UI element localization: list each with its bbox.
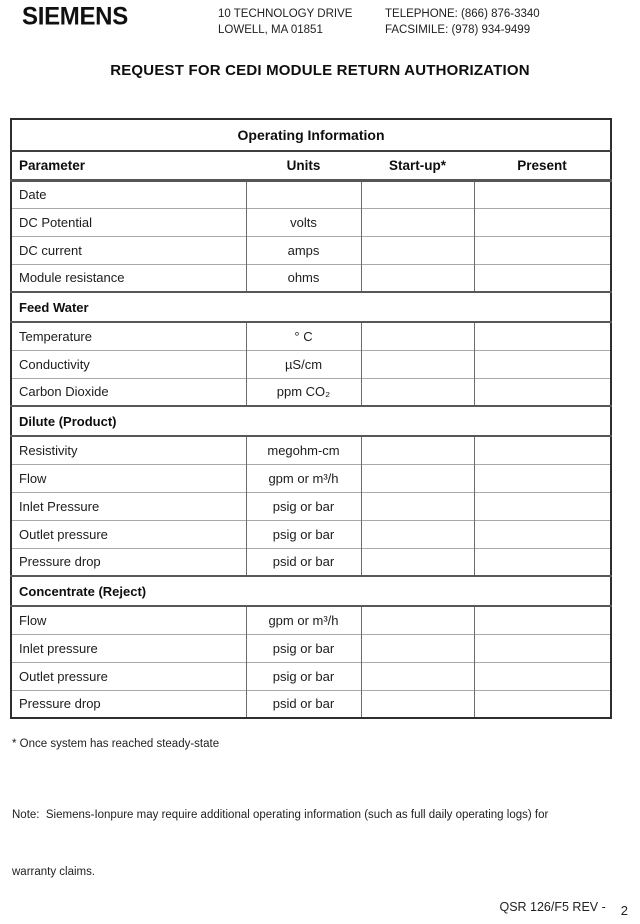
operating-information-table (10, 118, 612, 719)
units-cell: psig or bar (246, 634, 361, 662)
table-row (11, 548, 611, 576)
present-input-cell[interactable] (474, 520, 611, 548)
address-line-2: LOWELL, MA 01851 (218, 24, 323, 36)
table-row (11, 662, 611, 690)
startup-input-cell[interactable] (361, 634, 474, 662)
parameter-cell: Carbon Dioxide (11, 378, 246, 406)
table-row (11, 690, 611, 718)
parameter-cell: Outlet pressure (11, 662, 246, 690)
present-input-cell[interactable] (474, 634, 611, 662)
startup-input-cell[interactable] (361, 264, 474, 292)
units-cell: psig or bar (246, 520, 361, 548)
rev-number: 2 (620, 903, 628, 918)
telephone-line: TELEPHONE: (866) 876-3340 (385, 8, 540, 20)
parameter-cell: Module resistance (11, 264, 246, 292)
startup-input-cell[interactable] (361, 606, 474, 634)
parameter-cell: Date (11, 180, 246, 208)
startup-input-cell[interactable] (361, 208, 474, 236)
table-row (11, 236, 611, 264)
table-row (11, 436, 611, 464)
startup-input-cell[interactable] (361, 378, 474, 406)
table-row (11, 606, 611, 634)
present-input-cell[interactable] (474, 236, 611, 264)
parameter-cell: Flow (11, 464, 246, 492)
units-cell: gpm or m³/h (246, 464, 361, 492)
present-input-cell[interactable] (474, 264, 611, 292)
section-label: Concentrate (Reject) (11, 576, 611, 606)
present-input-cell[interactable] (474, 208, 611, 236)
startup-input-cell[interactable] (361, 548, 474, 576)
section-row (11, 292, 611, 322)
startup-input-cell[interactable] (361, 322, 474, 350)
table-caption: Operating Information (11, 119, 611, 151)
col-header-present: Present (474, 151, 611, 180)
units-cell: amps (246, 236, 361, 264)
present-input-cell[interactable] (474, 180, 611, 208)
parameter-cell: DC Potential (11, 208, 246, 236)
section-label: Dilute (Product) (11, 406, 611, 436)
parameter-cell: Temperature (11, 322, 246, 350)
warranty-note-line2: warranty claims. (12, 866, 96, 878)
units-cell: ° C (246, 322, 361, 350)
units-cell: ppm CO₂ (246, 378, 361, 406)
table-row (11, 350, 611, 378)
present-input-cell[interactable] (474, 662, 611, 690)
units-cell: megohm-cm (246, 436, 361, 464)
document-footer (499, 900, 628, 918)
units-cell: volts (246, 208, 361, 236)
present-input-cell[interactable] (474, 492, 611, 520)
present-input-cell[interactable] (474, 322, 611, 350)
facsimile-line: FACSIMILE: (978) 934-9499 (385, 24, 531, 36)
startup-input-cell[interactable] (361, 662, 474, 690)
table-row (11, 264, 611, 292)
table-header-row (11, 151, 611, 180)
table-row (11, 520, 611, 548)
units-cell: ohms (246, 264, 361, 292)
col-header-parameter: Parameter (11, 151, 246, 180)
table-row (11, 634, 611, 662)
units-cell: psig or bar (246, 492, 361, 520)
table-row (11, 464, 611, 492)
startup-input-cell[interactable] (361, 236, 474, 264)
parameter-cell: Flow (11, 606, 246, 634)
company-phone (385, 6, 540, 38)
units-cell: psid or bar (246, 690, 361, 718)
present-input-cell[interactable] (474, 690, 611, 718)
warranty-note (12, 768, 634, 920)
doc-number: QSR 126/F5 REV - (499, 900, 606, 914)
parameter-cell: Pressure drop (11, 690, 246, 718)
col-header-startup: Start-up* (361, 151, 474, 180)
parameter-cell: Inlet Pressure (11, 492, 246, 520)
startup-input-cell[interactable] (361, 520, 474, 548)
parameter-cell: Conductivity (11, 350, 246, 378)
present-input-cell[interactable] (474, 548, 611, 576)
startup-input-cell[interactable] (361, 690, 474, 718)
startup-input-cell[interactable] (361, 464, 474, 492)
present-input-cell[interactable] (474, 606, 611, 634)
company-address (218, 6, 352, 38)
present-input-cell[interactable] (474, 378, 611, 406)
table-row (11, 208, 611, 236)
section-row (11, 576, 611, 606)
table-row (11, 322, 611, 350)
address-line-1: 10 TECHNOLOGY DRIVE (218, 8, 353, 20)
table-row (11, 378, 611, 406)
table-row (11, 492, 611, 520)
units-cell: psid or bar (246, 548, 361, 576)
section-row (11, 406, 611, 436)
units-cell: µS/cm (246, 350, 361, 378)
units-cell: psig or bar (246, 662, 361, 690)
present-input-cell[interactable] (474, 350, 611, 378)
steady-state-footnote: * Once system has reached steady-state (12, 738, 220, 750)
col-header-units: Units (246, 151, 361, 180)
present-input-cell[interactable] (474, 436, 611, 464)
units-cell: gpm or m³/h (246, 606, 361, 634)
startup-input-cell[interactable] (361, 492, 474, 520)
present-input-cell[interactable] (474, 464, 611, 492)
siemens-logo: SIEMENS (22, 2, 128, 31)
table-caption-row (11, 119, 611, 151)
startup-input-cell[interactable] (361, 436, 474, 464)
startup-input-cell[interactable] (361, 350, 474, 378)
parameter-cell: Outlet pressure (11, 520, 246, 548)
units-cell (246, 180, 361, 208)
warranty-note-line1: Note: Siemens-Ionpure may require additional operating information (such as full daily operating logs) for (12, 809, 549, 821)
startup-input-cell[interactable] (361, 180, 474, 208)
parameter-cell: Inlet pressure (11, 634, 246, 662)
page-title: REQUEST FOR CEDI MODULE RETURN AUTHORIZATION (110, 62, 530, 79)
parameter-cell: Pressure drop (11, 548, 246, 576)
section-label: Feed Water (11, 292, 611, 322)
parameter-cell: DC current (11, 236, 246, 264)
table-row (11, 180, 611, 208)
parameter-cell: Resistivity (11, 436, 246, 464)
